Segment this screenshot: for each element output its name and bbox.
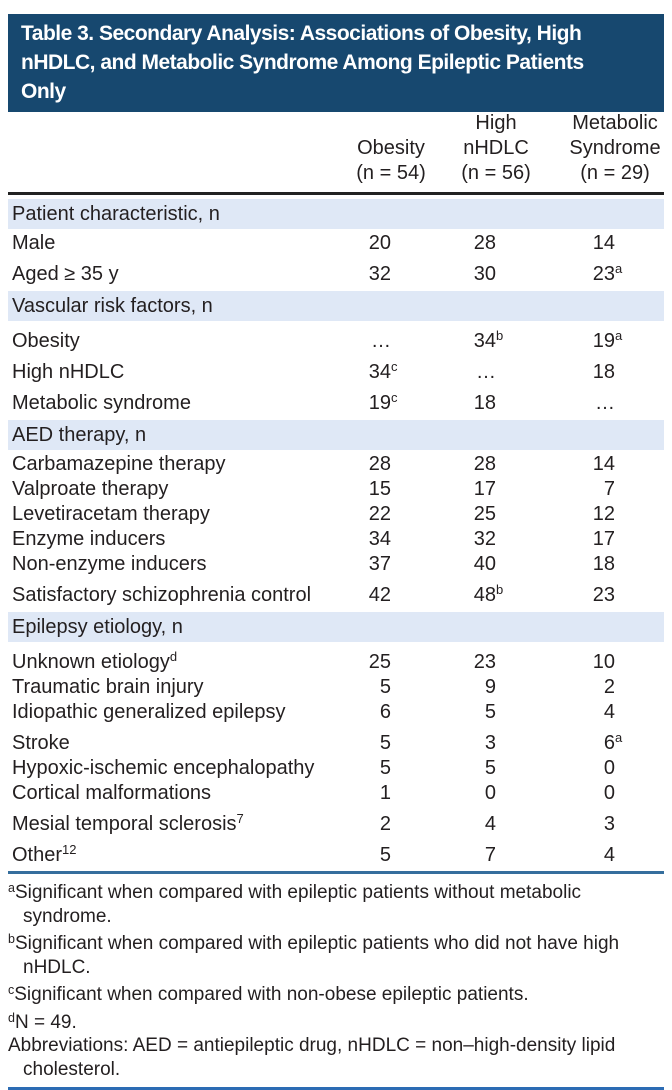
cell-number: 0 bbox=[603, 782, 615, 804]
column-headers bbox=[8, 112, 664, 192]
row-label bbox=[8, 756, 331, 781]
cell-value bbox=[496, 700, 615, 725]
cell-value bbox=[331, 477, 391, 502]
cell-value bbox=[496, 360, 615, 385]
row-label bbox=[8, 360, 331, 385]
section-header: Epilepsy etiology, n bbox=[8, 612, 664, 642]
cell-value bbox=[331, 812, 391, 837]
cell-number: … bbox=[595, 392, 615, 414]
cell-number: 17 bbox=[592, 528, 615, 550]
cell-number: 15 bbox=[368, 478, 391, 500]
row-label bbox=[8, 262, 331, 287]
table-row bbox=[8, 700, 664, 725]
row-label-text: Obesity bbox=[12, 330, 80, 352]
cell-number: 23 bbox=[592, 263, 615, 285]
cell-value bbox=[391, 231, 496, 256]
cell-value bbox=[496, 756, 615, 781]
table-row bbox=[8, 756, 664, 781]
footnote-marker: c bbox=[8, 983, 15, 997]
footnote bbox=[8, 1034, 664, 1081]
table-row bbox=[8, 231, 664, 256]
column-header-line: Metabolic bbox=[572, 112, 658, 134]
column-header bbox=[356, 136, 425, 186]
column-header-line: (n = 29) bbox=[580, 162, 650, 184]
row-label-text: Idiopathic generalized epilepsy bbox=[12, 701, 286, 723]
table-row bbox=[8, 502, 664, 527]
column-header-line: High bbox=[475, 112, 517, 134]
cell-value: 34b bbox=[473, 328, 504, 352]
cell-number: 22 bbox=[368, 503, 391, 525]
cell-number: 37 bbox=[368, 553, 391, 575]
row-label-text: Cortical malformations bbox=[12, 782, 211, 804]
cell-number: 7 bbox=[484, 844, 496, 866]
row-label-text: Valproate therapy bbox=[12, 478, 169, 500]
footnote-marker: b bbox=[8, 932, 15, 946]
column-header-line: nHDLC bbox=[463, 137, 529, 159]
cell-value bbox=[391, 700, 496, 725]
cell-value bbox=[331, 583, 391, 608]
cell-number: 19 bbox=[368, 392, 391, 414]
column-header bbox=[461, 111, 530, 186]
cell-value bbox=[391, 477, 496, 502]
cell-number: 5 bbox=[379, 732, 391, 754]
cell-value bbox=[496, 650, 615, 675]
cell-number: 28 bbox=[473, 453, 496, 475]
row-label bbox=[8, 837, 331, 868]
row-label bbox=[8, 477, 331, 502]
cell-value: 19a bbox=[592, 328, 623, 352]
row-label-text: Levetiracetam therapy bbox=[12, 503, 210, 525]
column-header-line: (n = 54) bbox=[356, 162, 426, 184]
cell-number: 14 bbox=[592, 453, 615, 475]
column-header-line: Syndrome bbox=[569, 137, 661, 159]
cell-number: 40 bbox=[473, 553, 496, 575]
cell-value bbox=[496, 391, 615, 416]
row-label-text: Unknown etiology bbox=[12, 651, 170, 673]
cell-value bbox=[391, 391, 496, 416]
table-row bbox=[8, 781, 664, 806]
cell-number: 5 bbox=[484, 757, 496, 779]
row-label-text: Aged ≥ 35 y bbox=[12, 263, 119, 285]
row-label-text: Carbamazepine therapy bbox=[12, 453, 226, 475]
cell-number: 34 bbox=[368, 361, 391, 383]
cell-number: 6 bbox=[379, 701, 391, 723]
cell-value bbox=[496, 477, 615, 502]
cell-value bbox=[496, 812, 615, 837]
cell-value bbox=[391, 675, 496, 700]
cell-value bbox=[331, 552, 391, 577]
footnote-marker: d bbox=[8, 1010, 15, 1025]
table-title-line: nHDLC, and Metabolic Syndrome Among Epileptic Patients bbox=[21, 51, 584, 74]
cell-number: 5 bbox=[484, 701, 496, 723]
row-label-text: Other bbox=[12, 844, 63, 866]
cell-value bbox=[391, 452, 496, 477]
row-label-text: Traumatic brain injury bbox=[12, 676, 204, 698]
table-row bbox=[8, 837, 664, 868]
footnote bbox=[8, 1007, 664, 1035]
row-label bbox=[8, 552, 331, 577]
row-label bbox=[8, 700, 331, 725]
cell-number: 12 bbox=[592, 503, 615, 525]
cell-value: 19c bbox=[368, 390, 398, 414]
section-header: Patient characteristic, n bbox=[8, 199, 664, 229]
cell-value bbox=[391, 650, 496, 675]
row-label-text: Stroke bbox=[12, 732, 70, 754]
row-label-superscript: 12 bbox=[62, 842, 77, 857]
cell-value bbox=[331, 650, 391, 675]
cell-number: 28 bbox=[368, 453, 391, 475]
table-title-band bbox=[8, 14, 664, 112]
cell-value bbox=[391, 502, 496, 527]
cell-value bbox=[391, 527, 496, 552]
cell-value bbox=[496, 843, 615, 868]
row-label bbox=[8, 231, 331, 256]
cell-number: 6 bbox=[603, 732, 615, 754]
table-title-line: Table 3. Secondary Analysis: Associations of Obesity, High bbox=[21, 22, 582, 45]
section-header: Vascular risk factors, n bbox=[8, 291, 664, 321]
table-row bbox=[8, 552, 664, 577]
cell-number: 18 bbox=[592, 361, 615, 383]
row-label bbox=[8, 329, 331, 354]
cell-number: 1 bbox=[379, 782, 391, 804]
footnote bbox=[8, 928, 664, 979]
column-header-line: (n = 56) bbox=[461, 162, 531, 184]
row-label-text: Satisfactory schizophrenia control bbox=[12, 584, 312, 606]
row-label-text: Non-enzyme inducers bbox=[12, 553, 207, 575]
row-label-text: Mesial temporal sclerosis bbox=[12, 813, 237, 835]
row-label-text: Enzyme inducers bbox=[12, 528, 166, 550]
cell-number: 28 bbox=[473, 232, 496, 254]
cell-value bbox=[331, 262, 391, 287]
table-row bbox=[8, 644, 664, 675]
cell-number: 23 bbox=[592, 584, 615, 606]
cell-number: 2 bbox=[379, 813, 391, 835]
cell-value bbox=[391, 781, 496, 806]
cell-number: 5 bbox=[379, 676, 391, 698]
cell-value bbox=[331, 756, 391, 781]
row-label bbox=[8, 452, 331, 477]
table-title-line: Only bbox=[21, 80, 66, 103]
cell-value bbox=[331, 675, 391, 700]
cell-number: 20 bbox=[368, 232, 391, 254]
cell-value bbox=[496, 781, 615, 806]
cell-value bbox=[496, 231, 615, 256]
cell-value bbox=[496, 502, 615, 527]
column-header-line: Obesity bbox=[357, 137, 425, 159]
cell-number: 3 bbox=[484, 732, 496, 754]
cell-number: 4 bbox=[603, 844, 615, 866]
cell-value bbox=[391, 756, 496, 781]
table-body bbox=[8, 199, 664, 868]
cell-number: 17 bbox=[473, 478, 496, 500]
cell-number: … bbox=[476, 361, 496, 383]
footnote-text: Significant when compared with epileptic patients who did not have high nHDLC. bbox=[14, 933, 620, 978]
cell-value bbox=[391, 552, 496, 577]
cell-number: 34 bbox=[473, 330, 496, 352]
table-row bbox=[8, 354, 664, 385]
row-label bbox=[8, 391, 331, 416]
cell-number: 18 bbox=[592, 553, 615, 575]
cell-value bbox=[331, 700, 391, 725]
row-label bbox=[8, 781, 331, 806]
footnote-text: Significant when compared with non-obese epileptic patients. bbox=[14, 984, 529, 1005]
row-label bbox=[8, 731, 331, 756]
cell-number: 14 bbox=[592, 232, 615, 254]
cell-value bbox=[496, 527, 615, 552]
cell-number: … bbox=[371, 330, 391, 352]
cell-value bbox=[331, 843, 391, 868]
header-rule bbox=[8, 192, 664, 195]
cell-number: 48 bbox=[473, 584, 496, 606]
table-row bbox=[8, 806, 664, 837]
cell-number: 19 bbox=[592, 330, 615, 352]
cell-value bbox=[331, 231, 391, 256]
table-row bbox=[8, 452, 664, 477]
cell-value bbox=[496, 675, 615, 700]
row-label bbox=[8, 502, 331, 527]
row-label bbox=[8, 806, 331, 837]
cell-value bbox=[391, 262, 496, 287]
table-row bbox=[8, 675, 664, 700]
row-label-superscript: 7 bbox=[236, 811, 244, 826]
cell-number: 10 bbox=[592, 651, 615, 673]
table-row bbox=[8, 577, 664, 608]
cell-value bbox=[391, 731, 496, 756]
footnote-text: Abbreviations: AED = antiepileptic drug, nHDLC = non–high-density lipid cholesterol. bbox=[8, 1035, 616, 1080]
cell-value: 23a bbox=[592, 261, 623, 285]
table-row bbox=[8, 385, 664, 416]
table-row bbox=[8, 256, 664, 287]
footnote-text: N = 49. bbox=[14, 1011, 77, 1033]
cell-number: 4 bbox=[603, 701, 615, 723]
cell-value bbox=[331, 502, 391, 527]
cell-number: 30 bbox=[473, 263, 496, 285]
table-row bbox=[8, 527, 664, 552]
row-label-superscript: d bbox=[169, 649, 178, 664]
cell-value bbox=[391, 843, 496, 868]
row-label bbox=[8, 675, 331, 700]
cell-number: 42 bbox=[368, 584, 391, 606]
cell-value: 48b bbox=[473, 582, 504, 606]
cell-value bbox=[331, 527, 391, 552]
cell-number: 23 bbox=[473, 651, 496, 673]
table-row bbox=[8, 725, 664, 756]
row-label bbox=[8, 644, 331, 675]
column-header bbox=[569, 111, 660, 186]
row-label bbox=[8, 583, 331, 608]
cell-value: 6a bbox=[603, 730, 623, 754]
cell-number: 5 bbox=[379, 844, 391, 866]
footnote-marker: a bbox=[8, 881, 15, 895]
row-label-text: Male bbox=[12, 232, 56, 254]
footnote bbox=[8, 877, 664, 928]
cell-number: 9 bbox=[484, 676, 496, 698]
cell-number: 5 bbox=[379, 757, 391, 779]
table-row bbox=[8, 323, 664, 354]
row-label-text: Hypoxic-ischemic encephalopathy bbox=[12, 757, 315, 779]
cell-value bbox=[496, 583, 615, 608]
cell-value bbox=[496, 452, 615, 477]
cell-number: 18 bbox=[473, 392, 496, 414]
cell-number: 0 bbox=[484, 782, 496, 804]
cell-number: 34 bbox=[368, 528, 391, 550]
footnotes bbox=[8, 874, 664, 1085]
footnote bbox=[8, 979, 664, 1007]
cell-value bbox=[331, 329, 391, 354]
cell-value bbox=[391, 360, 496, 385]
cell-value bbox=[496, 552, 615, 577]
cell-value: 34c bbox=[368, 359, 398, 383]
cell-number: 32 bbox=[368, 263, 391, 285]
cell-number: 3 bbox=[603, 813, 615, 835]
cell-value bbox=[331, 781, 391, 806]
cell-number: 4 bbox=[484, 813, 496, 835]
cell-number: 25 bbox=[473, 503, 496, 525]
cell-number: 25 bbox=[368, 651, 391, 673]
row-label-text: High nHDLC bbox=[12, 361, 125, 383]
cell-value bbox=[331, 452, 391, 477]
cell-value bbox=[331, 731, 391, 756]
table-row bbox=[8, 477, 664, 502]
footnote-text: Significant when compared with epileptic patients without metabolic syndrome. bbox=[14, 882, 582, 927]
cell-number: 0 bbox=[603, 757, 615, 779]
row-label-text: Metabolic syndrome bbox=[12, 392, 191, 414]
section-header: AED therapy, n bbox=[8, 420, 664, 450]
cell-number: 2 bbox=[603, 676, 615, 698]
cell-number: 7 bbox=[603, 478, 615, 500]
row-label bbox=[8, 527, 331, 552]
cell-number: 32 bbox=[473, 528, 496, 550]
cell-value bbox=[391, 812, 496, 837]
